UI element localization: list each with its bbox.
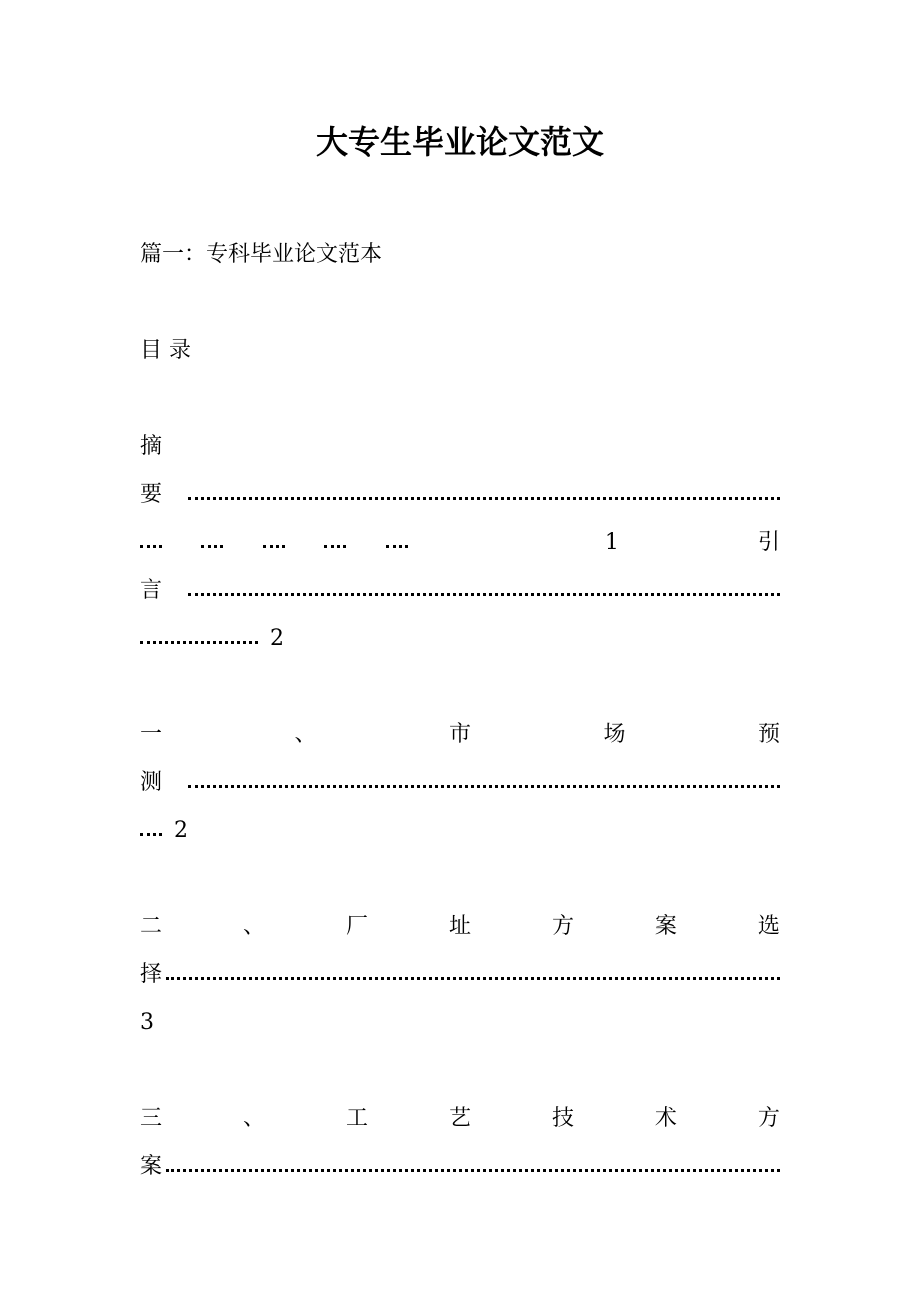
toc-text: 艺 [448,1106,471,1131]
toc-text: 预 [757,722,780,747]
toc-text: 一 [140,722,163,747]
toc-page-number: 2 [174,818,188,843]
toc-process-row [140,1095,780,1143]
toc-abstract-char-1 [140,423,780,471]
dot-leader [263,519,285,567]
toc-abstract-page-row [140,519,780,567]
toc-site-page-row [140,999,780,1047]
toc-text: 、 [242,914,265,939]
section-heading: 篇一：专科毕业论文范本 [140,242,383,267]
dot-leader [166,951,780,999]
toc-text: 案 [654,914,677,939]
toc-text: 摘 [140,434,163,459]
toc-market-page-row [140,807,780,855]
dot-leader [188,759,780,807]
dot-leader [166,1143,780,1191]
toc-text: 选 [757,914,780,939]
toc-text: 引 [757,530,780,555]
toc-text: 厂 [345,914,368,939]
toc-intro-leader-row [140,567,780,615]
toc-text: 方 [757,1106,780,1131]
toc-page-number: 2 [270,626,284,651]
toc-site-leader-row [140,951,780,999]
dot-leader [188,471,780,519]
toc-text: 言 [140,578,163,603]
toc-process-leader-row [140,1143,780,1191]
toc-page-number: 1 [604,530,619,555]
toc-market-row [140,711,780,759]
dot-leader [386,519,408,567]
toc-text: 三 [140,1106,163,1131]
toc-text: 案 [140,1154,163,1179]
toc-text: 测 [140,770,163,795]
toc-text: 方 [551,914,574,939]
toc-abstract-leader-row [140,471,780,519]
dot-leader [324,519,346,567]
toc-text: 技 [551,1106,574,1131]
toc-text: 市 [448,722,471,747]
toc-heading: 目 录 [140,338,191,363]
toc-text: 址 [448,914,471,939]
toc-text: 择 [140,962,163,987]
dot-leader [140,615,258,663]
dot-leader [140,807,162,855]
toc-text: 、 [242,1106,265,1131]
toc-text: 场 [603,722,626,747]
toc-site-row [140,903,780,951]
document-title: 大专生毕业论文范文 [315,123,604,161]
toc-text: 术 [654,1106,677,1131]
dot-leader [188,567,780,615]
toc-page-number: 3 [140,1010,154,1035]
toc-text: 二 [140,914,163,939]
toc-text: 要 [140,482,163,507]
dot-leader [140,519,162,567]
toc-intro-page-row [140,615,780,663]
toc-market-leader-row [140,759,780,807]
dot-leader [201,519,223,567]
toc-text: 工 [345,1106,368,1131]
toc-text: 、 [294,722,317,747]
